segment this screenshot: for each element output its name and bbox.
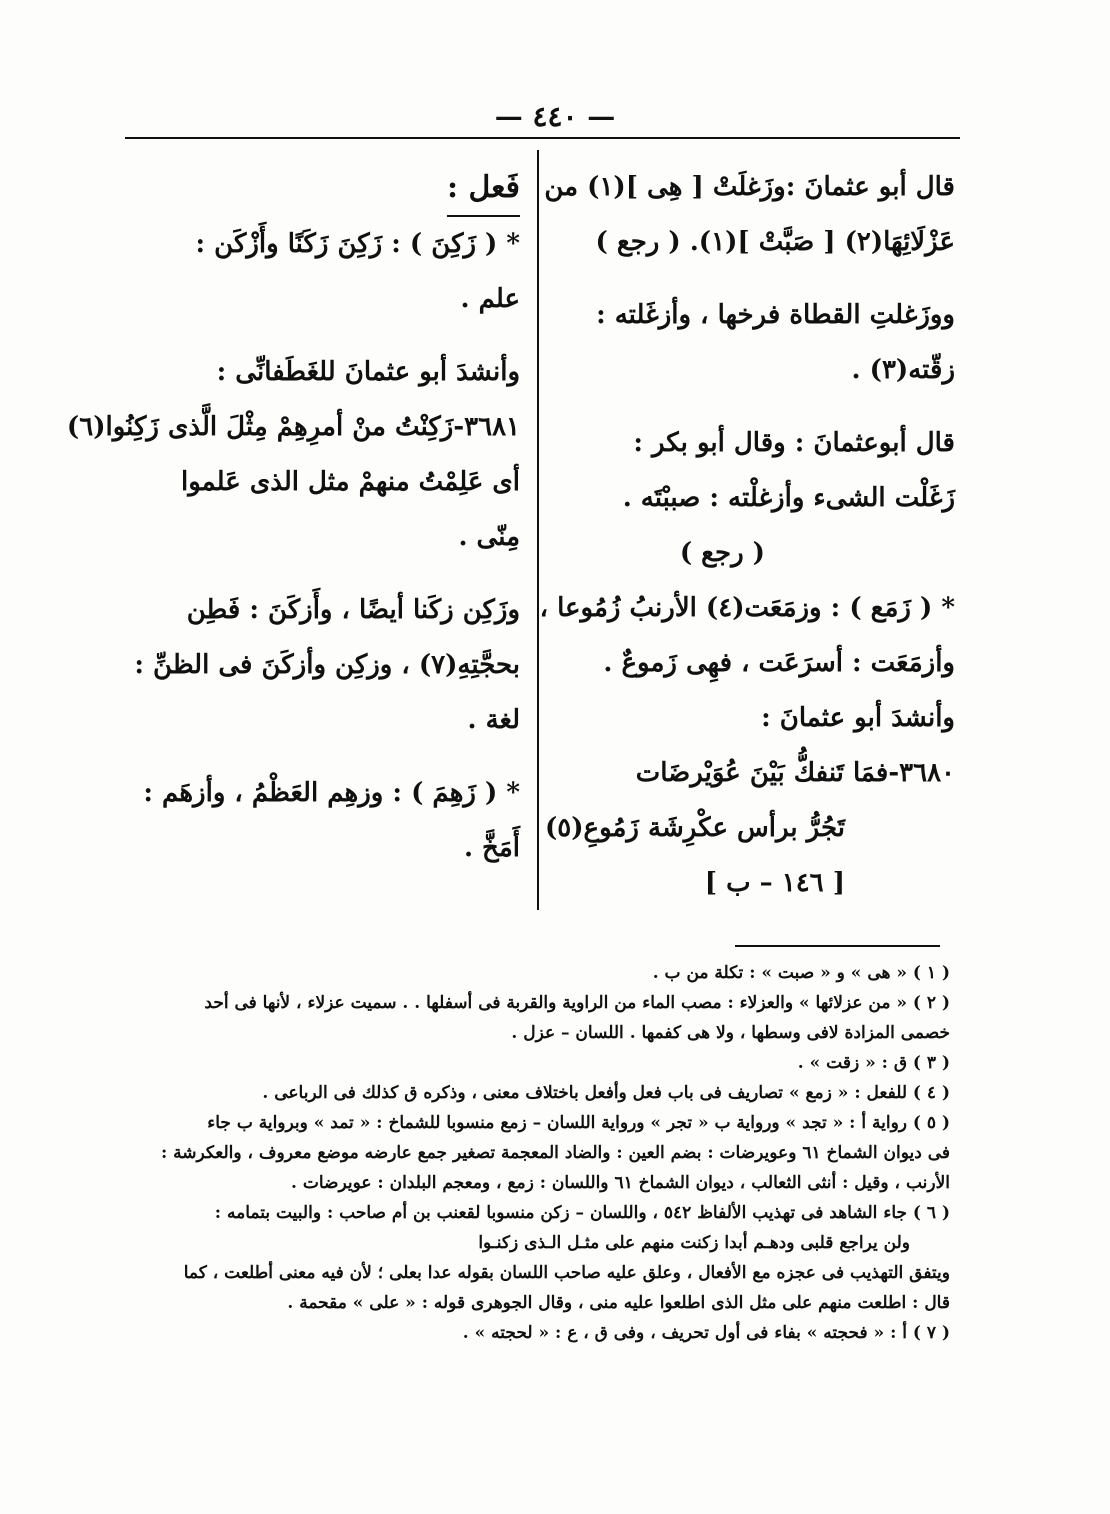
footnote-line: ( ٢ ) « من عزلائها » والعزلاء : مصب الماء من الراوية والقربة فى أسفلها . . سميت عزلاء ، لأنها فى أحد <box>204 993 950 1013</box>
footnotes <box>125 958 950 1348</box>
header-rule <box>125 137 960 139</box>
footnote-line: ( ٤ ) للفعل : « زمع » تصاريف فى باب فعل وأفعل باختلاف معنى ، وذكره ق كذلك فى الرباعى . <box>262 1083 950 1103</box>
footnote-line: ( ١ ) « هى » و « صبت » : تكلة من ب . <box>652 963 950 983</box>
text-line: * ( زَهِمَ ) : وزهِم العَظْمُ ، وأزهَم : <box>143 778 520 808</box>
folio-marker: [ ١٤٦ – ب ] <box>704 868 845 898</box>
text-line: * ( زَكِنَ ) : زَكِنَ زَكَنًا وأَزْكَن : <box>195 229 520 259</box>
text-line: * ( زَمَع ) : وزمَعَت(٤) الأرنبُ زُمُوعا ، <box>539 593 955 623</box>
footnote-line: خصمى المزادة لافى وسطها ، ولا هى كفمها . اللسان – عزل . <box>511 1023 950 1043</box>
text-line: وأزمَعَت : أسرَعَت ، فهِى زَموعٌ . <box>603 648 955 678</box>
footnote-line: ( ٥ ) رواية أ : « تجد » ورواية ب « تجر » ورواية اللسان – زمع منسوبا للشماخ : « تمد » وبرواية ب جاء <box>207 1113 950 1133</box>
text-line: زَغَلْت الشىء وأزغلْته : صببْتَه . <box>622 483 955 513</box>
text-line: بحجَّتِهِ(٧) ، وزكِن وأزكَنَ فى الظنِّ : <box>134 650 520 680</box>
footnote-line: ويتفق التهذيب فى عجزه مع الأفعال ، وعلق عليه صاحب اللسان بقوله عدا بعلى ؛ لأن فيه معنى أطلعت ، كما <box>183 1263 950 1283</box>
text-line: أَمَخَّ . <box>463 833 520 863</box>
verse-line: تَجُرُّ برأس عكْرِشَة زَمُوعِ(٥) <box>544 813 845 843</box>
footnote-line: ( ٧ ) أ : « فحجته » بفاء فى أول تحريف ، وفى ق ، ع : « لحجته » . <box>462 1323 950 1343</box>
text-line: مِنّى . <box>458 522 520 552</box>
text-line: أى عَلِمْتُ منهمْ مثل الذى عَلموا <box>181 467 520 497</box>
footnote-line: الأرنب ، وقيل : أنثى الثعالب ، ديوان الشماخ ٦١ واللسان : زمع ، ومعجم البلدان : عويرضات . <box>291 1173 950 1193</box>
right-column <box>539 160 955 911</box>
text-line: ووزَغلتِ القطاة فرخها ، وأزغَلته : <box>596 300 955 330</box>
text-line: وزَكِن زكَنا أيضًا ، وأَزكَنَ : فَطِن <box>186 595 520 625</box>
left-column <box>66 160 520 876</box>
verse-line: ٣٦٨٠-فمَا تَنفكُّ بَيْنَ عُوَيْرضَات <box>635 758 955 788</box>
text-line: قال أبوعثمانَ : وقال أبو بكر : <box>633 428 955 458</box>
page-number: — ٤٤٠ — <box>494 100 616 133</box>
text-line: علم . <box>460 284 520 314</box>
text-line: قال أبو عثمانَ :وزَغلَتْ [ هِى ](١) من <box>544 172 955 202</box>
footnote-line: فى ديوان الشماخ ٦١ وعويرضات : بضم العين : والضاد المعجمة تصغير جمع عارضه موضع معروف ، والعكرشة : <box>160 1143 950 1163</box>
footnote-line: ( ٦ ) جاء الشاهد فى تهذيب الألفاظ ٥٤٢ ، واللسان – زكن منسوبا لقعنب بن أم صاحب : والبيت بتمامه : <box>214 1203 950 1223</box>
footnote-verse: ولن يراجع قلبى ودهـم أبدا زكنت منهم على مثـل الـذى زكنـوا <box>478 1233 910 1253</box>
footnote-rule <box>735 945 940 947</box>
section-heading: فَعل : <box>447 160 520 217</box>
footnote-line: قال : اطلعت منهم على مثل الذى اطلعوا عليه منى ، وقال الجوهرى قوله : « على » مقحمة . <box>287 1293 950 1313</box>
text-line: عَزْلَائِهَا(٢) [ صَبَّتْ ](١). ( رجع ) <box>595 227 955 257</box>
text-line: وأنشدَ أبو عثمانَ : <box>761 703 955 733</box>
footnote-line: ( ٣ ) ق : « زقت » . <box>797 1053 950 1073</box>
text-line: زقّته(٣) . <box>851 355 955 385</box>
text-line: ( رجع ) <box>679 538 765 568</box>
text-line: وأنشدَ أبو عثمانَ للغَطَفانِّى : <box>216 357 520 387</box>
text-line: لغة . <box>467 705 520 735</box>
verse-line: ٣٦٨١-زَكِنْتُ منْ أمرِهِمْ مِثْلَ الَّذى زَكِنُوا(٦) <box>66 412 520 442</box>
column-divider <box>537 150 539 910</box>
